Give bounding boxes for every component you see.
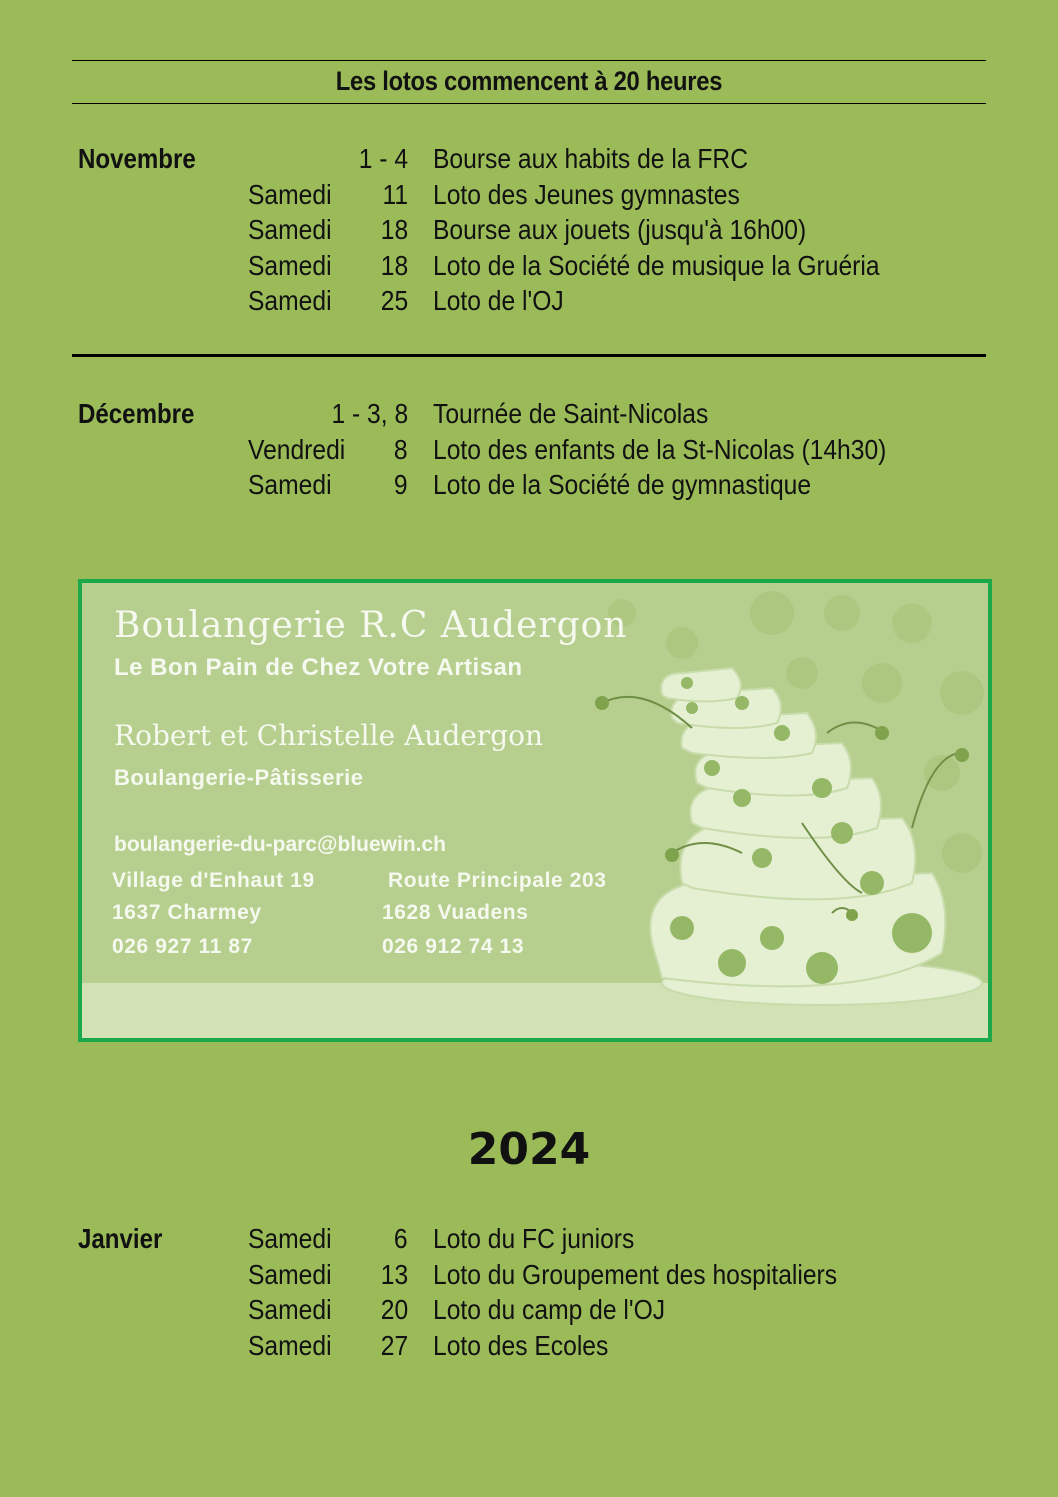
date-label: 1 - 4 [358, 143, 408, 174]
list-item [78, 432, 978, 468]
bakery-type: Boulangerie-Pâtisserie [114, 765, 364, 790]
list-item [78, 1221, 978, 1257]
day-label: Samedi [248, 249, 332, 281]
event-label: Loto des Jeunes gymnastes [433, 178, 740, 210]
address2-street: Route Principale 203 [388, 869, 607, 892]
date-label: 27 [380, 1329, 408, 1361]
list-item [78, 1328, 978, 1364]
event-label: Bourse aux habits de la FRC [433, 143, 749, 174]
day-label: Samedi [248, 1223, 332, 1254]
december-section [78, 396, 978, 503]
day-label: Samedi [248, 1294, 332, 1325]
date-label: 6 [394, 1223, 408, 1254]
page-title: Les lotos commencent à 20 heures [335, 66, 723, 96]
top-rule [72, 60, 986, 61]
event-label: Loto de l'OJ [433, 285, 564, 316]
date-label: 11 [382, 178, 408, 210]
date-label: 18 [380, 214, 408, 245]
list-item [78, 1292, 978, 1328]
address1-phone: 026 927 11 87 [112, 935, 253, 958]
date-label: 20 [380, 1294, 408, 1325]
event-label: Loto de la Société de gymnastique [433, 469, 812, 500]
day-label: Vendredi [248, 433, 346, 465]
date-label: 13 [380, 1258, 408, 1290]
list-item [78, 248, 978, 284]
event-label: Loto du Groupement des hospitaliers [433, 1258, 838, 1290]
date-label: 9 [394, 469, 408, 500]
day-label: Samedi [248, 1329, 332, 1361]
section-divider [72, 354, 986, 357]
event-label: Loto du camp de l'OJ [433, 1294, 666, 1325]
day-label: Samedi [248, 469, 332, 500]
year-heading: 2024 [467, 1124, 591, 1175]
bakery-advertisement [78, 579, 992, 1042]
list-item [78, 396, 978, 432]
day-label: Samedi [248, 178, 332, 210]
event-label: Loto des Ecoles [433, 1329, 609, 1361]
bakery-name: Boulangerie R.C Audergon [114, 605, 628, 646]
month-label: Novembre [78, 143, 196, 174]
date-label: 25 [380, 285, 408, 316]
list-item [78, 141, 978, 177]
month-label: Décembre [78, 398, 195, 429]
list-item [78, 1257, 978, 1293]
month-label: Janvier [78, 1223, 163, 1254]
address2-city: 1628 Vuadens [382, 901, 529, 924]
address1-city: 1637 Charmey [112, 901, 262, 924]
list-item [78, 283, 978, 319]
event-label: Loto des enfants de la St-Nicolas (14h30) [433, 433, 887, 465]
date-label: 18 [380, 249, 408, 281]
bakery-email: boulangerie-du-parc@bluewin.ch [114, 833, 447, 856]
day-label: Samedi [248, 285, 332, 316]
bakery-owners: Robert et Christelle Audergon [114, 719, 544, 752]
january-section [78, 1221, 978, 1363]
list-item [78, 177, 978, 213]
event-label: Tournée de Saint-Nicolas [433, 398, 709, 429]
bakery-slogan: Le Bon Pain de Chez Votre Artisan [114, 654, 523, 681]
address1-street: Village d'Enhaut 19 [112, 869, 315, 892]
event-label: Bourse aux jouets (jusqu'à 16h00) [433, 214, 807, 245]
address2-phone: 026 912 74 13 [382, 935, 525, 958]
date-label: 8 [394, 433, 408, 465]
november-section [78, 141, 978, 319]
event-label: Loto du FC juniors [433, 1223, 635, 1254]
cake-illustration [82, 583, 988, 1038]
day-label: Samedi [248, 1258, 332, 1290]
title-rule [72, 103, 986, 104]
day-label: Samedi [248, 214, 332, 245]
event-label: Loto de la Société de musique la Gruéria [433, 249, 880, 281]
date-label: 1 - 3, 8 [331, 398, 408, 429]
list-item [78, 467, 978, 503]
list-item [78, 212, 978, 248]
